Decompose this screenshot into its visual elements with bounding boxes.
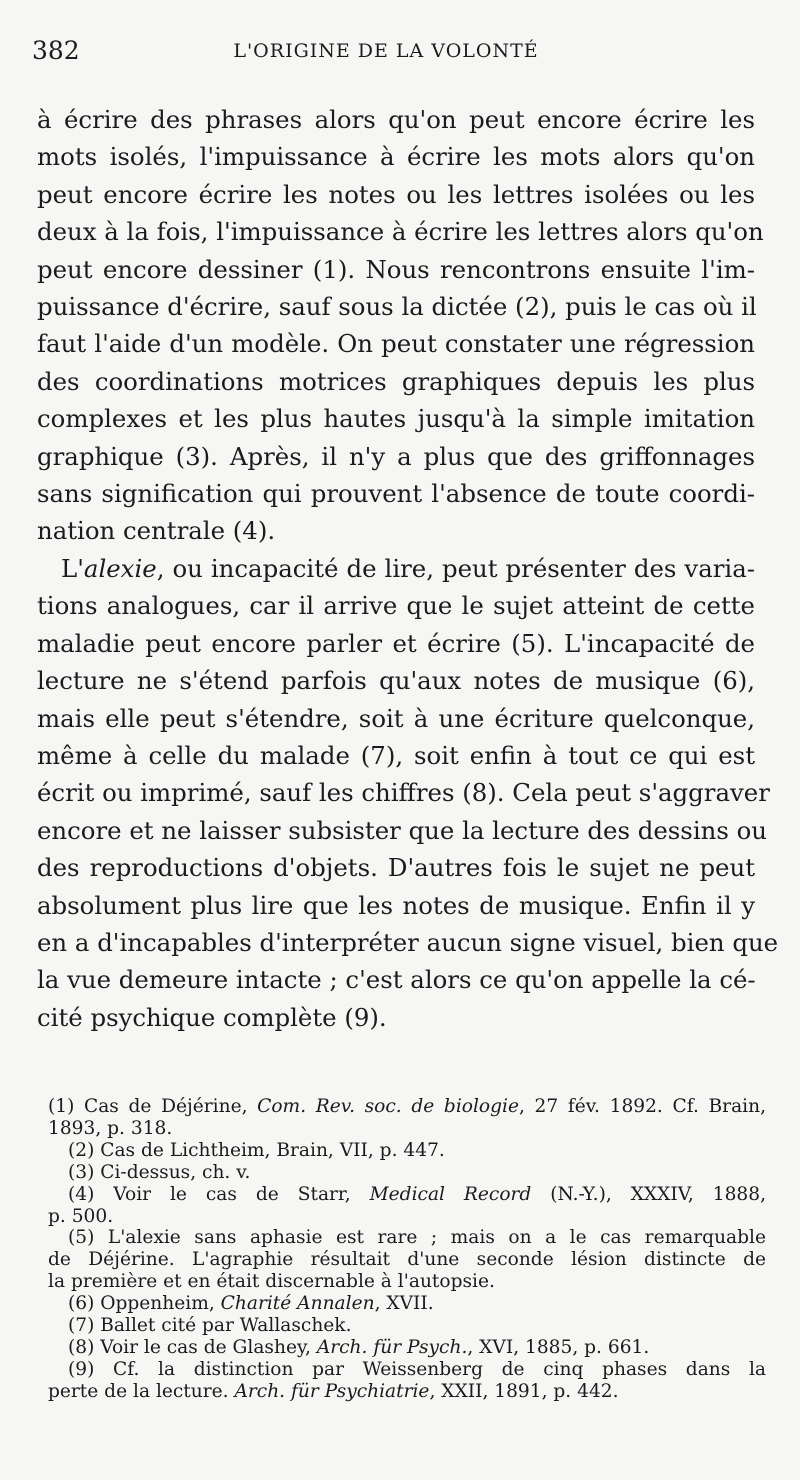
footnote-2: (2) Cas de Lichtheim, Brain, VII, p. 447. bbox=[68, 1139, 445, 1161]
footnote-8 bbox=[48, 1337, 766, 1359]
paragraph-first-line bbox=[37, 550, 755, 587]
italic-title: Charité Annalen bbox=[220, 1293, 375, 1315]
page-number: 382 bbox=[32, 36, 80, 65]
italic-title: Arch. für Psychiatrie bbox=[234, 1380, 430, 1402]
text-line: mots isolés, l'impuissance à écrire les mots alors qu'on bbox=[37, 142, 755, 172]
text-line: même à celle du malade (7), soit enfin à tout ce qui est bbox=[37, 740, 755, 770]
text-line: la vue demeure intacte ; c'est alors ce qu'on appelle la cé- bbox=[37, 965, 756, 995]
text-line: absolument plus lire que les notes de musique. Enfin il y bbox=[37, 890, 755, 920]
text-run: , XVI, 1885, p. 661. bbox=[467, 1336, 650, 1358]
text-run: (8) Voir le cas de Glashey, bbox=[68, 1336, 317, 1358]
text-run: (6) Oppenheim, bbox=[68, 1293, 221, 1315]
text-line: lecture ne s'étend parfois qu'aux notes de musique (6), bbox=[37, 666, 755, 696]
text-run: (4) Voir le cas de Starr, bbox=[68, 1183, 370, 1205]
text-line: graphique (3). Après, il n'y a plus que des griffonnages bbox=[37, 441, 755, 471]
text-run: perte de la lecture. bbox=[48, 1380, 235, 1402]
footnote-4-cont: p. 500. bbox=[48, 1205, 114, 1227]
text-run: , XXII, 1891, p. 442. bbox=[429, 1380, 619, 1402]
text-line: peut encore écrire les notes ou les lettres isolées ou les bbox=[37, 179, 755, 209]
text-line: mais elle peut s'étendre, soit à une écriture quelconque, bbox=[37, 703, 755, 733]
footnote-1 bbox=[48, 1096, 766, 1118]
text-line: sans signification qui prouvent l'absence de toute coordi- bbox=[37, 479, 755, 509]
footnote-9: (9) Cf. la distinction par Weissenberg de cinq phases dans la bbox=[68, 1358, 766, 1380]
text-line: peut encore dessiner (1). Nous rencontrons ensuite l'im- bbox=[37, 254, 755, 284]
text-line: encore et ne laisser subsister que la lecture des dessins ou bbox=[37, 815, 767, 845]
footnote-9-cont bbox=[48, 1381, 766, 1403]
footnotes bbox=[48, 1096, 766, 1403]
text-line: écrit ou imprimé, sauf les chiffres (8). Cela peut s'aggraver bbox=[37, 778, 770, 808]
italic-title: Medical Record bbox=[369, 1183, 532, 1205]
footnote-1-cont: 1893, p. 318. bbox=[48, 1117, 173, 1139]
text-line: cité psychique complète (9). bbox=[37, 1002, 387, 1032]
page-header bbox=[32, 36, 740, 76]
text-line: des coordinations motrices graphiques depuis les plus bbox=[37, 366, 755, 396]
text-run: , ou incapacité de lire, peut présenter des varia- bbox=[156, 553, 755, 583]
text-line: en a d'incapables d'interpréter aucun signe visuel, bien que bbox=[37, 927, 779, 957]
italic-title: Com. Rev. soc. de biologie bbox=[257, 1096, 519, 1117]
text-line: faut l'aide d'un modèle. On peut constater une régression bbox=[37, 329, 755, 359]
text-line: nation centrale (4). bbox=[37, 516, 276, 546]
text-run: , 27 fév. 1892. Cf. Brain, bbox=[518, 1096, 766, 1117]
footnote-5-cont: de Déjérine. L'agraphie résultait d'une seconde lésion distincte de bbox=[48, 1249, 766, 1271]
footnote-5: (5) L'alexie sans aphasie est rare ; mais on a le cas remarquable bbox=[68, 1227, 766, 1249]
text-line: puissance d'écrire, sauf sous la dictée (2), puis le cas où il bbox=[37, 292, 757, 322]
text-line: maladie peut encore parler et écrire (5). L'incapacité de bbox=[37, 628, 755, 658]
text-run: (N.-Y.), XXXIV, 1888, bbox=[531, 1183, 767, 1205]
footnote-6 bbox=[48, 1293, 766, 1315]
italic-title: Arch. für Psych. bbox=[316, 1336, 468, 1358]
text-line: deux à la fois, l'impuissance à écrire les lettres alors qu'on bbox=[37, 217, 764, 247]
text-run: , XVII. bbox=[374, 1293, 434, 1315]
footnote-5-cont: la première et en était discernable à l'autopsie. bbox=[48, 1271, 495, 1293]
text-line: des reproductions d'objets. D'autres fois le sujet ne peut bbox=[37, 853, 755, 883]
text-run: L' bbox=[61, 553, 84, 583]
text-line: complexes et les plus hautes jusqu'à la simple imitation bbox=[37, 404, 755, 434]
running-title: L'ORIGINE DE LA VOLONTÉ bbox=[233, 40, 539, 62]
footnote-4 bbox=[48, 1184, 766, 1206]
footnote-3: (3) Ci-dessus, ch. v. bbox=[68, 1161, 251, 1183]
text-line: à écrire des phrases alors qu'on peut encore écrire les bbox=[37, 105, 755, 134]
italic-term: alexie bbox=[83, 553, 157, 583]
text-line: tions analogues, car il arrive que le sujet atteint de cette bbox=[37, 591, 755, 621]
footnote-7: (7) Ballet cité par Wallaschek. bbox=[68, 1315, 352, 1337]
body-text bbox=[37, 101, 779, 1036]
text-run: (1) Cas de Déjérine, bbox=[48, 1096, 258, 1117]
